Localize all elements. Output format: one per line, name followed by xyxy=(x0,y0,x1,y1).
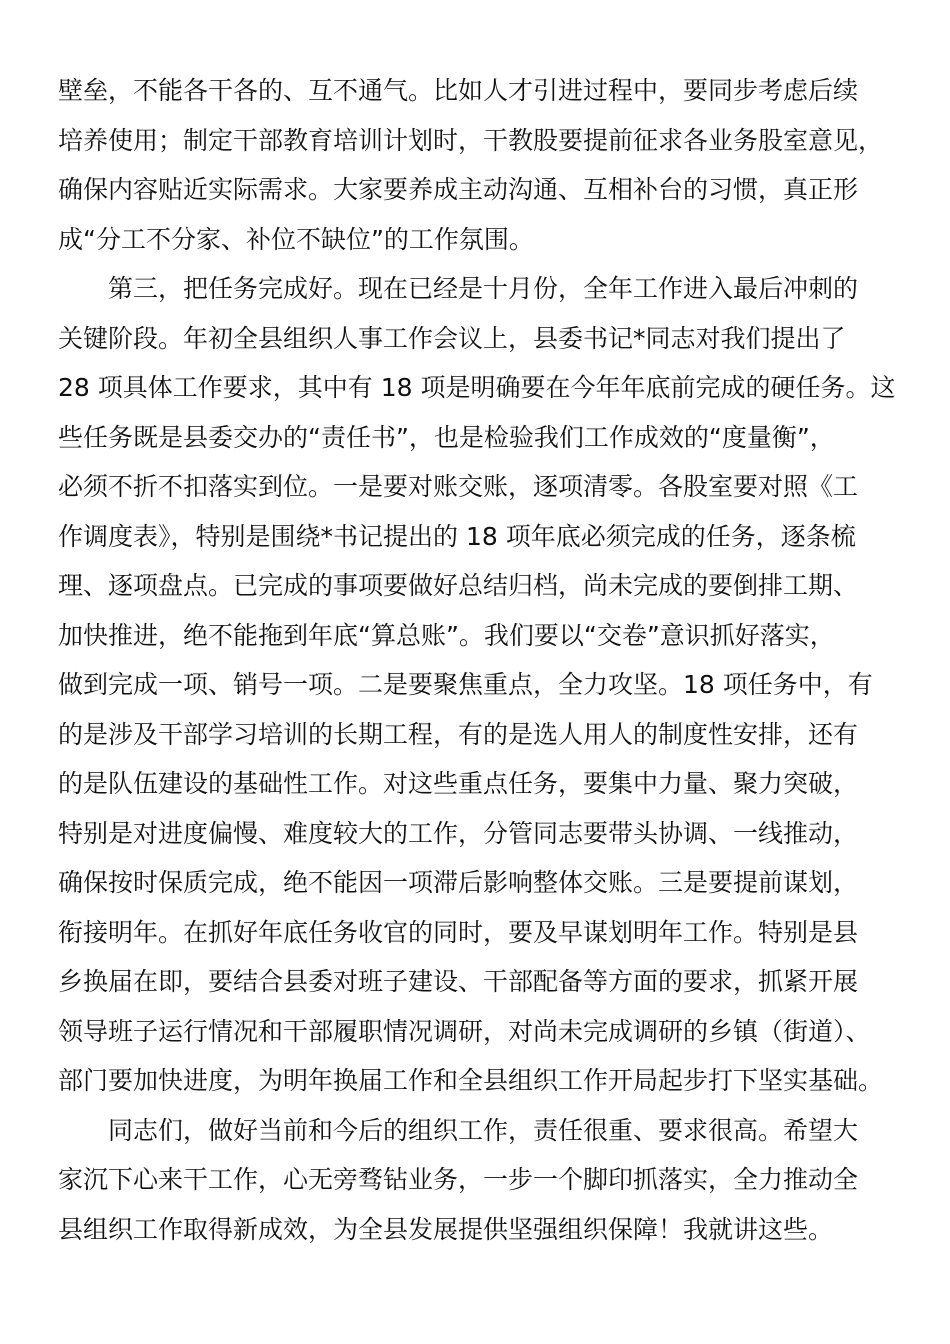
text-line: 确保按时保质完成，绝不能因一项滞后影响整体交账。三是要提前谋划， xyxy=(58,868,859,897)
text-line: 领导班子运行情况和干部履职情况调研，对尚未完成调研的乡镇（街道）、 xyxy=(58,1016,871,1046)
text-line: 成“分工不分家、补位不缺位”的工作氛围。 xyxy=(58,224,534,254)
text-line: 必须不折不扣落实到位。一是要对账交账，逐项清零。各股室要对照《工 xyxy=(58,472,859,501)
text-line: 壁垒，不能各干各的、互不通气。比如人才引进过程中，要同步考虑后续 xyxy=(58,76,859,105)
text-line: 28 项具体工作要求，其中有 18 项是明确要在今年年底前完成的硬任务。这 xyxy=(58,373,896,402)
text-line: 特别是对进度偏慢、难度较大的工作，分管同志要带头协调、一线推动， xyxy=(58,818,859,848)
text-line: 第三，把任务完成好。现在已经是十月份，全年工作进入最后冲刺的 xyxy=(108,274,859,303)
text-line: 家沉下心来干工作，心无旁骛钻业务，一步一个脚印抓落实，全力推动全 xyxy=(58,1165,859,1194)
text-line: 关键阶段。年初全县组织人事工作会议上，县委书记*同志对我们提出了 xyxy=(58,323,846,353)
text-line: 培养使用；制定干部教育培训计划时，干教股要提前征求各业务股室意见， xyxy=(58,125,884,155)
document-page xyxy=(58,66,898,1254)
text-line: 的是队伍建设的基础性工作。对这些重点任务，要集中力量、聚力突破， xyxy=(58,769,859,798)
paragraph-closing-remarks xyxy=(58,1106,898,1255)
text-line: 的是涉及干部学习培训的长期工程，有的是选人用人的制度性安排，还有 xyxy=(58,719,859,749)
paragraph-third-task-completion xyxy=(58,264,898,1106)
text-line: 理、逐项盘点。已完成的事项要做好总结归档，尚未完成的要倒排工期、 xyxy=(58,571,859,600)
text-line: 衔接明年。在抓好年底任务收官的同时，要及早谋划明年工作。特别是县 xyxy=(58,917,859,947)
text-line: 同志们，做好当前和今后的组织工作，责任很重、要求很高。希望大 xyxy=(108,1115,859,1145)
text-line: 县组织工作取得新成效，为全县发展提供坚强组织保障！我就讲这些。 xyxy=(58,1214,834,1244)
text-line: 些任务既是县委交办的“责任书”，也是检验我们工作成效的“度量衡”， xyxy=(58,422,835,452)
paragraph-coordination xyxy=(58,66,898,264)
text-line: 部门要加快进度，为明年换届工作和全县组织工作开局起步打下坚实基础。 xyxy=(58,1066,884,1095)
text-line: 乡换届在即，要结合县委对班子建设、干部配备等方面的要求，抓紧开展 xyxy=(58,967,859,996)
text-line: 加快推进，绝不能拖到年底“算总账”。我们要以“交卷”意识抓好落实， xyxy=(58,620,835,650)
text-line: 作调度表》，特别是围绕*书记提出的 18 项年底必须完成的任务，逐条梳 xyxy=(58,521,856,551)
text-line: 做到完成一项、销号一项。二是要聚焦重点，全力攻坚。18 项任务中，有 xyxy=(58,670,873,699)
text-line: 确保内容贴近实际需求。大家要养成主动沟通、互相补台的习惯，真正形 xyxy=(58,175,859,204)
